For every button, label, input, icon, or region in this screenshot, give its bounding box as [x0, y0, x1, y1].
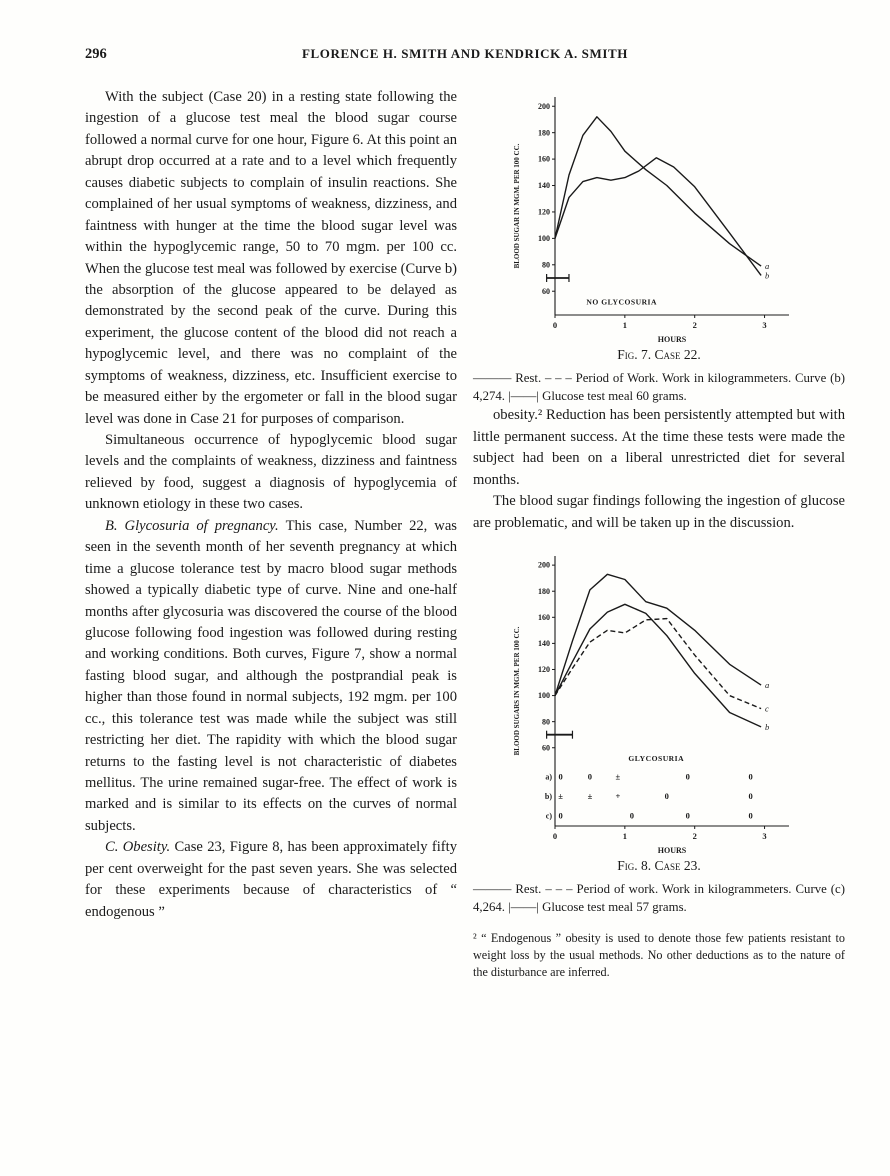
- paragraph: obesity.² Reduction has been persistently attempted but with little permanent success. At the time these tests were made the subject had been on a liberal unrestricted diet for several months.: [473, 407, 845, 488]
- svg-text:80: 80: [542, 260, 550, 270]
- running-head: FLORENCE H. SMITH AND KENDRICK A. SMITH: [301, 46, 629, 61]
- svg-text:60: 60: [542, 286, 550, 296]
- svg-text:160: 160: [538, 154, 550, 164]
- fig7-line-chart: [509, 87, 809, 345]
- figure-7: [473, 87, 845, 405]
- svg-text:60: 60: [542, 743, 550, 753]
- svg-text:c): c): [545, 811, 552, 821]
- svg-text:b: b: [765, 721, 770, 732]
- figure-8: [473, 546, 845, 916]
- page-header: [85, 46, 845, 63]
- svg-text:a): a): [545, 772, 552, 782]
- footnote: ² “ Endogenous ” obesity is used to denote those few patients resistant to weight loss by the usual methods. No other deductions as to the nature of the disturbance are inferred.: [473, 931, 845, 979]
- paragraph: [85, 430, 457, 516]
- fig7-legend: ——— Rest. – – – Period of Work. Work in kilogrammeters. Curve (b) 4,274. |——| Glucose test meal 60 grams.: [473, 371, 845, 403]
- paragraph: [85, 516, 457, 838]
- paragraph: [85, 87, 457, 430]
- svg-text:140: 140: [538, 638, 550, 648]
- svg-text:80: 80: [542, 717, 550, 727]
- paragraph-lead: C. Obesity.: [105, 839, 175, 856]
- two-column-layout: [85, 87, 845, 981]
- svg-text:120: 120: [538, 665, 550, 675]
- svg-text:1: 1: [622, 830, 627, 841]
- svg-text:3: 3: [762, 830, 767, 841]
- svg-text:0: 0: [748, 810, 753, 821]
- fig8-line-chart: [509, 546, 809, 856]
- svg-text:200: 200: [538, 101, 550, 111]
- svg-text:+: +: [615, 790, 621, 801]
- svg-text:0: 0: [558, 771, 563, 782]
- paragraph: [85, 837, 457, 923]
- svg-text:180: 180: [538, 128, 550, 138]
- svg-text:0: 0: [748, 790, 753, 801]
- svg-text:HOURS: HOURS: [657, 335, 687, 344]
- svg-text:0: 0: [629, 810, 634, 821]
- svg-text:NO GLYCOSURIA: NO GLYCOSURIA: [586, 297, 658, 307]
- svg-text:0: 0: [685, 810, 690, 821]
- svg-text:0: 0: [587, 771, 593, 782]
- svg-text:2: 2: [692, 830, 697, 841]
- svg-text:180: 180: [538, 586, 550, 596]
- svg-text:100: 100: [538, 233, 550, 243]
- svg-text:1: 1: [622, 320, 627, 330]
- svg-text:2: 2: [692, 320, 697, 330]
- svg-text:a: a: [765, 680, 770, 691]
- svg-text:c: c: [765, 703, 769, 714]
- svg-text:0: 0: [685, 771, 690, 782]
- paragraph-text: Simultaneous occurrence of hypoglycemic blood sugar levels and the complaints of weakness, dizziness and faintness relieved by food, suggest a diagnosis of hypoglycemia of unknown etiology in these two cases.: [85, 432, 457, 513]
- paragraph: The blood sugar findings following the ingestion of glucose are problematic, and will be taken up in the discussion.: [473, 493, 845, 531]
- fig8-caption: Fig. 8. Case 23.: [617, 857, 701, 873]
- svg-text:HOURS: HOURS: [657, 845, 687, 855]
- svg-text:0: 0: [748, 771, 753, 782]
- paragraph-text: With the subject (Case 20) in a resting state following the ingestion of a glucose test meal the blood sugar course followed a normal curve for one hour, Figure 6. At this point an abrupt drop occurred at a rate and to a level which frequently causes diabetic subjects to complain of insulin reactions. She complained of her usual symptoms of weakness, dizziness, and faintness with hunger at the time the blood sugar level was within the hypoglycemic range, 50 to 70 mgm. per 100 cc. When the glucose test meal was followed by exercise (Curve b) the absorption of the glucose appeared to be delayed as demonstrated by the second peak of the curve. During this experiment, the glucose content of the blood did not reach a hypoglycemic level, and there was no complaint of the symptoms of weakness, dizziness, etc. Insufficient exercise to be measured either by the ergometer or fall in the blood sugar level was done in Case 21 for purposes of comparison.: [85, 89, 458, 427]
- paragraph-text: Case 23, Figure 8, has been approximately fifty per cent overweight for the past seven years. She was selected for these experiments because of characteristics of “ endogenous ”: [85, 839, 457, 920]
- svg-text:0: 0: [552, 830, 558, 841]
- right-column: [473, 87, 845, 981]
- svg-text:±: ±: [558, 790, 563, 801]
- svg-text:b: b: [765, 270, 770, 281]
- svg-text:GLYCOSURIA: GLYCOSURIA: [628, 753, 685, 763]
- svg-text:±: ±: [615, 771, 621, 782]
- left-column: [85, 87, 457, 981]
- page-number: 296: [85, 46, 107, 62]
- paragraph-text: This case, Number 22, was seen in the seventh month of her seventh pregnancy at which time a glucose tolerance test by macro blood sugar methods showed a typically diabetic type of curve. Nine and one-half months after glycosuria was discovered the course of the blood glucose following food ingestion was followed during resting and working conditions. Both curves, Figure 7, show a normal fasting blood sugar, and although the postprandial peak is higher than those found in normal subjects, 192 mgm. per 100 cc., this tolerance test was made while the subject was still restricting her diet. The rapidity with which the blood sugar returns to the fasting level is not characteristic of diabetes mellitus. The urine remained sugar-free. The effect of work is marked and is similar to its effects on the curves of normal subjects.: [85, 517, 457, 834]
- svg-text:200: 200: [538, 560, 550, 570]
- svg-text:BLOOD SUGAR IN MGM. PER 100 CC: BLOOD SUGAR IN MGM. PER 100 CC.: [513, 143, 521, 269]
- svg-text:0: 0: [664, 790, 669, 801]
- svg-text:0: 0: [552, 320, 558, 330]
- svg-text:100: 100: [538, 691, 550, 701]
- fig7-caption: Fig. 7. Case 22.: [617, 347, 701, 362]
- svg-text:160: 160: [538, 612, 550, 622]
- svg-text:±: ±: [587, 790, 593, 801]
- paragraph-lead: B. Glycosuria of pregnancy.: [105, 517, 286, 534]
- svg-text:b): b): [544, 791, 552, 801]
- fig8-legend: ——— Rest. – – – Period of work. Work in kilogrammeters. Curve (c) 4,264. |——| Glucose test meal 57 grams.: [473, 881, 845, 914]
- svg-text:0: 0: [558, 810, 563, 821]
- svg-text:a: a: [765, 261, 770, 272]
- svg-text:3: 3: [762, 320, 767, 330]
- svg-text:BLOOD SUGARS IN MGM. PER 100 C: BLOOD SUGARS IN MGM. PER 100 CC.: [513, 626, 521, 756]
- svg-text:120: 120: [538, 207, 550, 217]
- svg-text:140: 140: [538, 181, 550, 191]
